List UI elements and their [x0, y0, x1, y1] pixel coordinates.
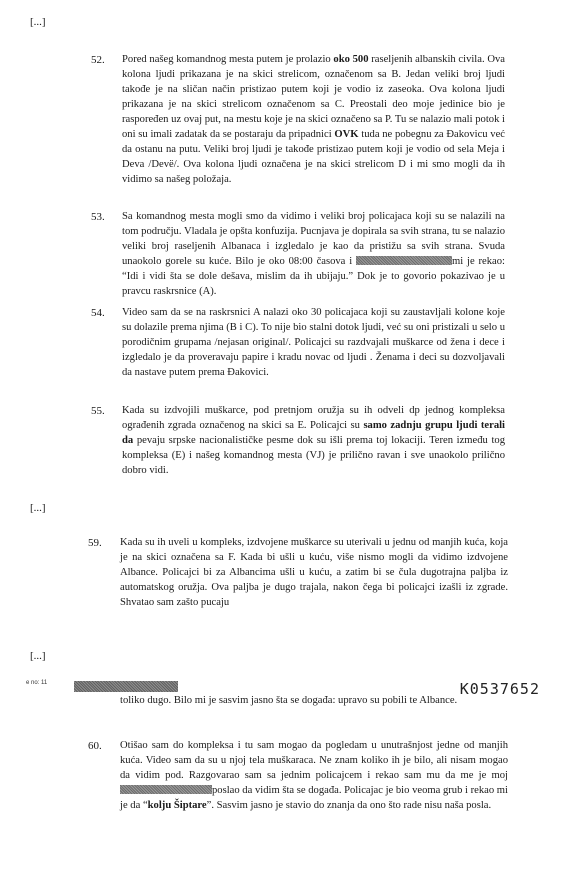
ellipsis-top: [...] [30, 16, 46, 28]
p60-text-a: Otišao sam do kompleksa i tu sam mogao da pogledam u unutrašnjost jedne od manjih kuća. Video sam da su u njoj tela muškaraca. Ne znam koliko ih je bilo, ali nisam mogao da vidim pod. Razgovarao sam sa jednim policajcem i rekao sam mu da me je moj [120, 740, 508, 781]
paragraph-53 [122, 209, 505, 299]
p52-text-b: raseljenih albanskih civila. Ova kolona ljudi prikazana je na skici strelicom, označenom sa B. Jedan veliki broj ljudi takođe je na sličan način pristizao putem koji je vodio iz zaseoka. Ova kolona ljudi prikazana je na skici strelicom označenom sa C. Preostali deo moje jedinice bio je raspoređen uz ovaj put, na mestu koje je na skici označeno sa P. Tu se nalazio mali potok i oni su imali zadatak da se postaraju da pripadnici [122, 54, 505, 140]
paragraph-number-54: 54. [91, 307, 105, 319]
paragraph-54: Video sam da se na raskrsnici A nalazi oko 30 policajaca koji su zaustavljali kolone koje su dolazile prema njima (B i C). To nije bio stalni dotok ljudi, već su oni pristizali u selo u porodičnim grupama /nejasan original/. Policajci su razdvajali muškarce od žena i dece i izgledalo je da proveravaju papire i kradu novac od ljudi . Ženama i deci su dozvoljavali da nastave putem prema Đakovici. [122, 307, 505, 378]
reference-redaction [74, 681, 178, 692]
paragraph-number-55: 55. [91, 405, 105, 417]
document-number: K0537652 [459, 680, 540, 698]
document-reference-label: e no: 11 [26, 680, 48, 686]
paragraph-59: Kada su ih uveli u kompleks, izdvojene muškarce su uterivali u jednu od manjih kuća, koja je na skici označena sa F. Kada bi ušli u kuću, više nismo mogli da vidimo izdvojene Albance. Policajci bi za Albancima ušli u kuću, a zatim bi se čula dugotrajna paljba iz automatskog oružja. Ova paljba je dugo trajala, nakon čega bi policajci izašli iz zgrade. Shvatao sam zašto pucaju [120, 537, 508, 608]
p60-text-b: poslao da vidim šta se događa. Policajac je bio veoma grub i rekao mi je da “ [120, 785, 508, 811]
paragraph-60 [120, 738, 508, 813]
p52-text-c: tuda ne pobegnu za Đakovicu već da ostanu na putu. Veliki broj ljudi je takođe pristizao putem koji je vodio od sela Meja i Deva /Devë/. Ova kolona ljudi označena je na skici strelicom D i mi smo mogli da ih vidimo sa našeg položaja. [122, 129, 506, 185]
p60-text-c: ”. Sasvim jasno je stavio do znanja da ono što rade nisu naša posla. [206, 800, 492, 811]
p52-text-a: Pored našeg komandnog mesta putem je prolazio [122, 54, 334, 65]
ellipsis-bottom: [...] [30, 650, 46, 662]
p55-text-b: pevaju srpske nacionalističke pesme dok su išli prema toj lokaciji. Teren između tog kompleksa (E) i našeg komandnog mesta (VJ) je prilično ravan i sve unaokolo prilično dobro vidi. [122, 435, 505, 476]
p53-text-a: Sa komandnog mesta mogli smo da vidimo i veliki broj policajaca koji su se nalazili na tom području. Vladala je opšta konfuzija. Pucnjava je dopirala sa svih strana, tu se nalazio veliki broj raseljenih Albanaca i izgledalo je kao da pristižu sa svih strana. Svuda unaokolo gorele su kuće. Bilo je oko 08:00 časova i [122, 211, 505, 267]
redaction-mark [120, 785, 212, 794]
paragraph-number-53: 53. [91, 211, 105, 223]
p53-text-b: mi je rekao: “Idi i vidi šta se dole dešava, mislim da ih ubijaju.” Dok je to govorio pokazivao je u pravcu raskrsnice (A). [122, 256, 505, 297]
ellipsis-middle: [...] [30, 502, 46, 514]
redaction-mark [356, 256, 452, 265]
p52-bold-count: oko 500 [333, 54, 369, 65]
paragraph-number-59: 59. [88, 537, 102, 549]
paragraph-number-52: 52. [91, 54, 105, 66]
paragraph-59-continued: toliko dugo. Bilo mi je sasvim jasno šta se događa: upravo su pobili te Albance. [120, 695, 458, 706]
p55-text-a: Kada su izdvojili muškarce, pod pretnjom oružja su ih odveli dp jednog kompleksa ograđenih zgrada označenog na skici sa E. Policajci su [122, 405, 505, 431]
p55-bold-text: samo zadnju grupu ljudi terali da [122, 420, 505, 446]
paragraph-55 [122, 403, 505, 478]
p52-bold-ovk: OVK [334, 129, 359, 140]
paragraph-number-60: 60. [88, 740, 102, 752]
paragraph-52 [122, 52, 505, 187]
p60-bold-quote: kolju Šiptare [147, 800, 207, 811]
